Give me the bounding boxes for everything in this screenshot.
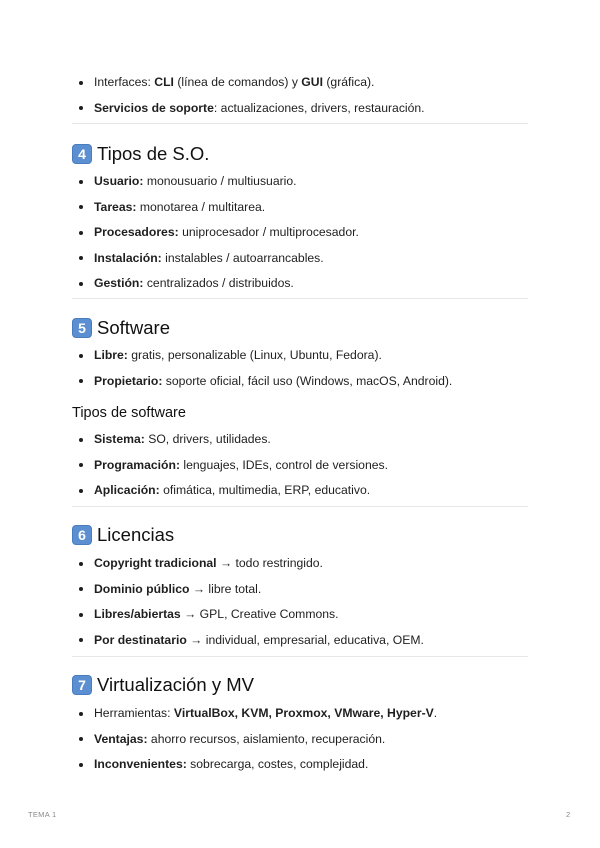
keycap-number-icon: 7 [72, 675, 92, 695]
keycap-number-icon: 5 [72, 318, 92, 338]
list-item: Propietario: soporte oficial, fácil uso (Windows, macOS, Android). [72, 374, 528, 400]
page-number: 2 [566, 810, 571, 819]
divider [72, 123, 528, 124]
tipos-so-list [72, 174, 528, 302]
section-heading-licencias: 6 Licencias [72, 522, 174, 548]
divider [72, 506, 528, 507]
tipos-software-list [72, 432, 528, 509]
list-item: Gestión: centralizados / distribuidos. [72, 276, 528, 302]
list-item: Aplicación: ofimática, multimedia, ERP, educativo. [72, 483, 528, 509]
section-heading-virtualizacion: 7 Virtualización y MV [72, 672, 254, 698]
keycap-number-icon: 4 [72, 144, 92, 164]
list-item: Instalación: instalables / autoarrancables. [72, 251, 528, 277]
licencias-list [72, 556, 528, 658]
section-heading-software: 5 Software [72, 315, 170, 341]
list-item: Servicios de soporte: actualizaciones, drivers, restauración. [72, 101, 528, 127]
list-item: Libre: gratis, personalizable (Linux, Ubuntu, Fedora). [72, 348, 528, 374]
list-item: Procesadores: uniprocesador / multiprocesador. [72, 225, 528, 251]
subheading-tipos-software: Tipos de software [72, 405, 186, 421]
list-item: Ventajas: ahorro recursos, aislamiento, recuperación. [72, 732, 528, 758]
list-item: Interfaces: CLI (línea de comandos) y GUI (gráfica). [72, 75, 528, 101]
list-item: Programación: lenguajes, IDEs, control de versiones. [72, 458, 528, 484]
keycap-number-icon: 6 [72, 525, 92, 545]
list-item: Usuario: monousuario / multiusuario. [72, 174, 528, 200]
footer-left-label: TEMA 1 [28, 810, 57, 819]
list-item: Tareas: monotarea / multitarea. [72, 200, 528, 226]
list-item: Libres/abiertas → GPL, Creative Commons. [72, 607, 528, 633]
software-list [72, 348, 528, 399]
intro-list [72, 75, 528, 126]
section-heading-tipos-so: 4 Tipos de S.O. [72, 141, 209, 167]
list-item: Inconvenientes: sobrecarga, costes, complejidad. [72, 757, 528, 783]
list-item: Dominio público → libre total. [72, 582, 528, 608]
list-item: Por destinatario → individual, empresarial, educativa, OEM. [72, 633, 528, 659]
divider [72, 656, 528, 657]
virtualizacion-list [72, 706, 528, 783]
list-item: Copyright tradicional → todo restringido. [72, 556, 528, 582]
list-item: Sistema: SO, drivers, utilidades. [72, 432, 528, 458]
divider [72, 298, 528, 299]
list-item: Herramientas: VirtualBox, KVM, Proxmox, VMware, Hyper-V. [72, 706, 528, 732]
